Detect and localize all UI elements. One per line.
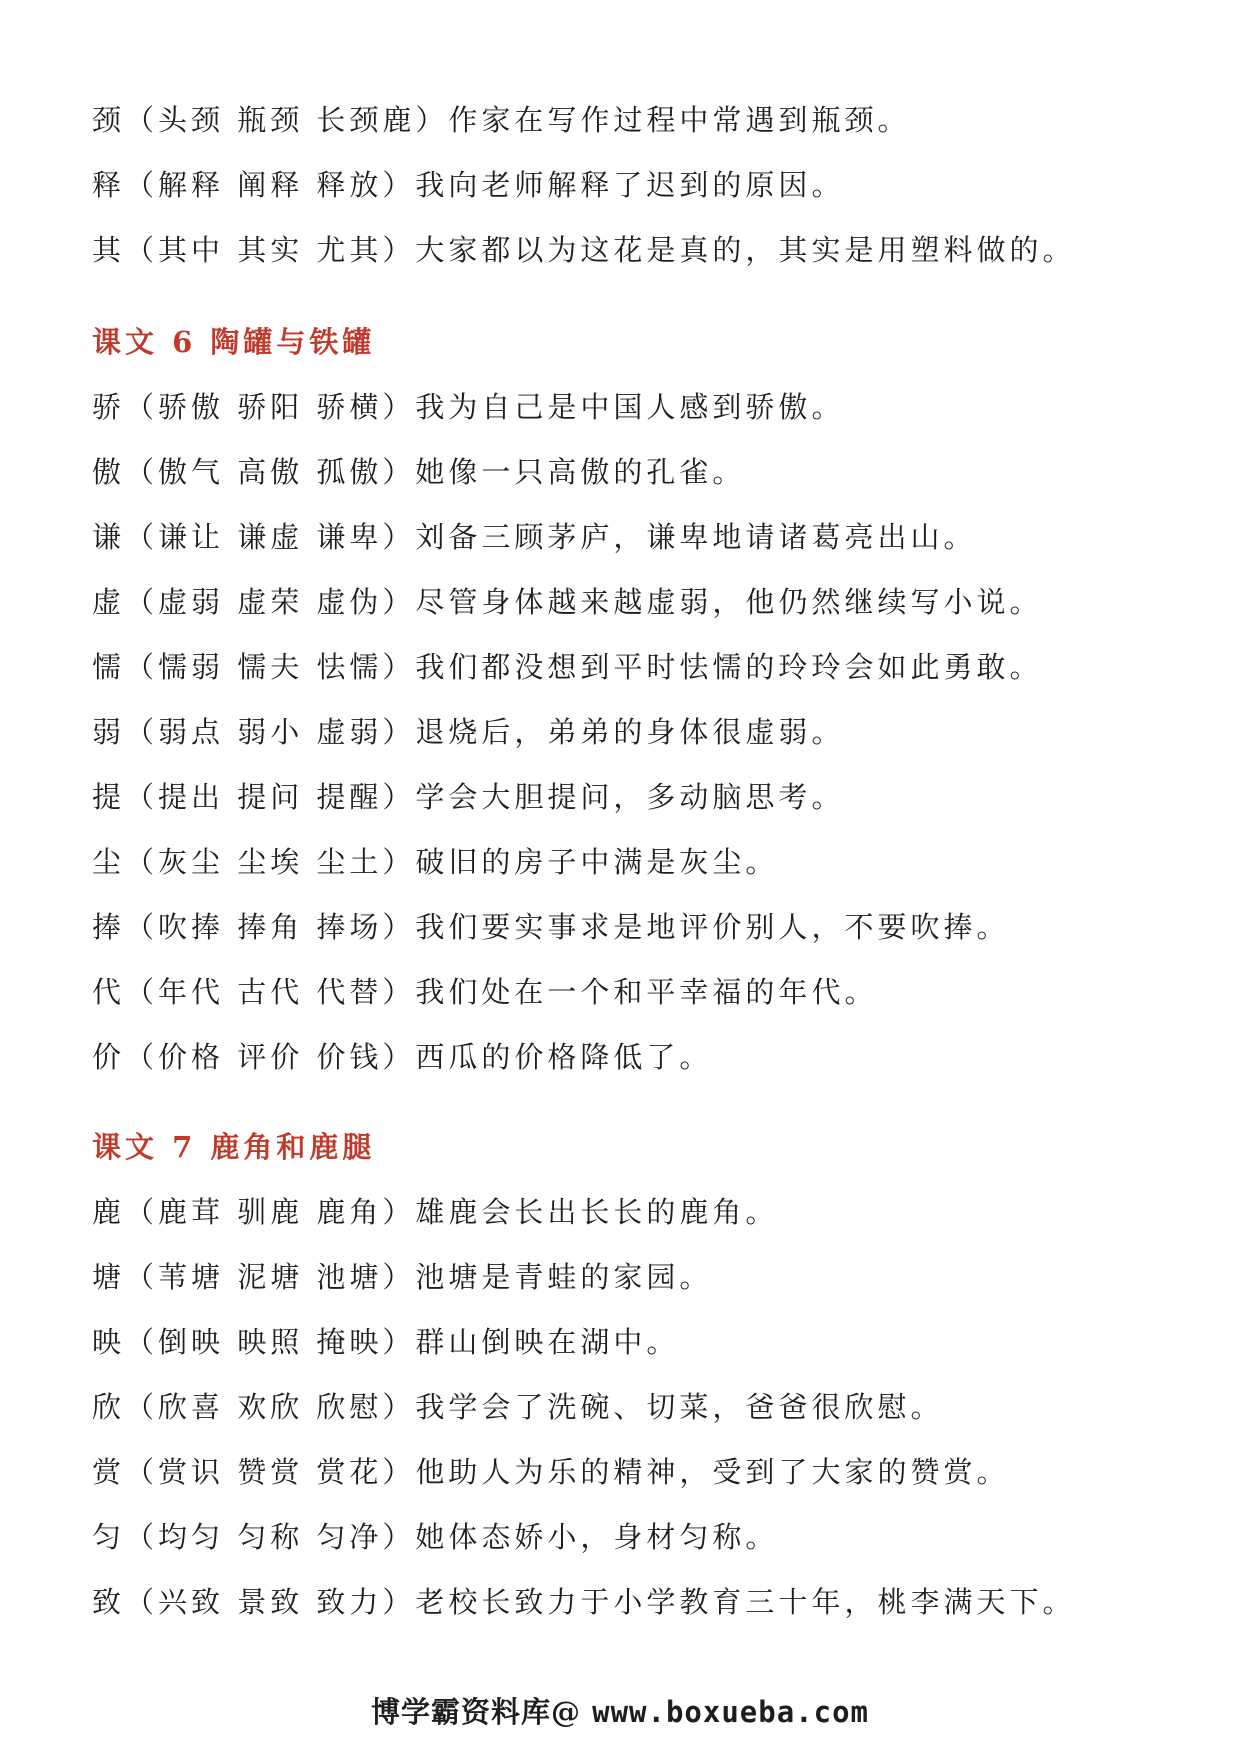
vocab-entry: 释（解释 阐释 释放）我向老师解释了迟到的原因。	[92, 168, 845, 202]
vocab-entry: 捧（吹捧 捧角 捧场）我们要实事求是地评价别人，不要吹捧。	[92, 910, 1010, 944]
vocab-entry: 尘（灰尘 尘埃 尘土）破旧的房子中满是灰尘。	[92, 845, 779, 879]
vocab-entry: 骄（骄傲 骄阳 骄横）我为自己是中国人感到骄傲。	[92, 390, 845, 424]
footer-at: @	[551, 1695, 581, 1729]
lesson-heading: 课文 7 鹿角和鹿腿	[92, 1130, 376, 1164]
vocab-entry: 塘（苇塘 泥塘 池塘）池塘是青蛙的家园。	[92, 1260, 713, 1294]
vocab-entry: 弱（弱点 弱小 虚弱）退烧后，弟弟的身体很虚弱。	[92, 715, 845, 749]
vocab-entry: 谦（谦让 谦虚 谦卑）刘备三顾茅庐，谦卑地请诸葛亮出山。	[92, 520, 977, 554]
footer-site-link[interactable]: www.boxueba.com	[592, 1695, 870, 1729]
section-intro	[92, 88, 1192, 283]
footer-watermark	[0, 1690, 1240, 1731]
lesson-heading: 课文 6 陶罐与铁罐	[92, 325, 376, 359]
vocab-entry: 其（其中 其实 尤其）大家都以为这花是真的，其实是用塑料做的。	[92, 233, 1076, 267]
vocab-entry: 代（年代 古代 代替）我们处在一个和平幸福的年代。	[92, 975, 878, 1009]
vocab-entry: 提（提出 提问 提醒）学会大胆提问，多动脑思考。	[92, 780, 845, 814]
vocab-entry: 懦（懦弱 懦夫 怯懦）我们都没想到平时怯懦的玲玲会如此勇敢。	[92, 650, 1043, 684]
vocab-entry: 匀（均匀 匀称 匀净）她体态娇小，身材匀称。	[92, 1520, 779, 1554]
vocab-entry: 赏（赏识 赞赏 赏花）他助人为乐的精神，受到了大家的赞赏。	[92, 1455, 1010, 1489]
vocab-entry: 致（兴致 景致 致力）老校长致力于小学教育三十年，桃李满天下。	[92, 1585, 1076, 1619]
vocab-entry: 颈（头颈 瓶颈 长颈鹿）作家在写作过程中常遇到瓶颈。	[92, 103, 911, 137]
vocab-entry: 价（价格 评价 价钱）西瓜的价格降低了。	[92, 1040, 713, 1074]
footer-brand: 博学霸资料库	[370, 1695, 551, 1729]
vocab-entry: 傲（傲气 高傲 孤傲）她像一只高傲的孔雀。	[92, 455, 746, 489]
vocab-entry: 映（倒映 映照 掩映）群山倒映在湖中。	[92, 1325, 680, 1359]
section-lesson7	[92, 1115, 1192, 1635]
vocab-entry: 欣（欣喜 欢欣 欣慰）我学会了洗碗、切菜，爸爸很欣慰。	[92, 1390, 944, 1424]
vocab-entry: 虚（虚弱 虚荣 虚伪）尽管身体越来越虚弱，他仍然继续写小说。	[92, 585, 1043, 619]
vocab-entry: 鹿（鹿茸 驯鹿 鹿角）雄鹿会长出长长的鹿角。	[92, 1195, 779, 1229]
section-lesson6	[92, 310, 1192, 1090]
